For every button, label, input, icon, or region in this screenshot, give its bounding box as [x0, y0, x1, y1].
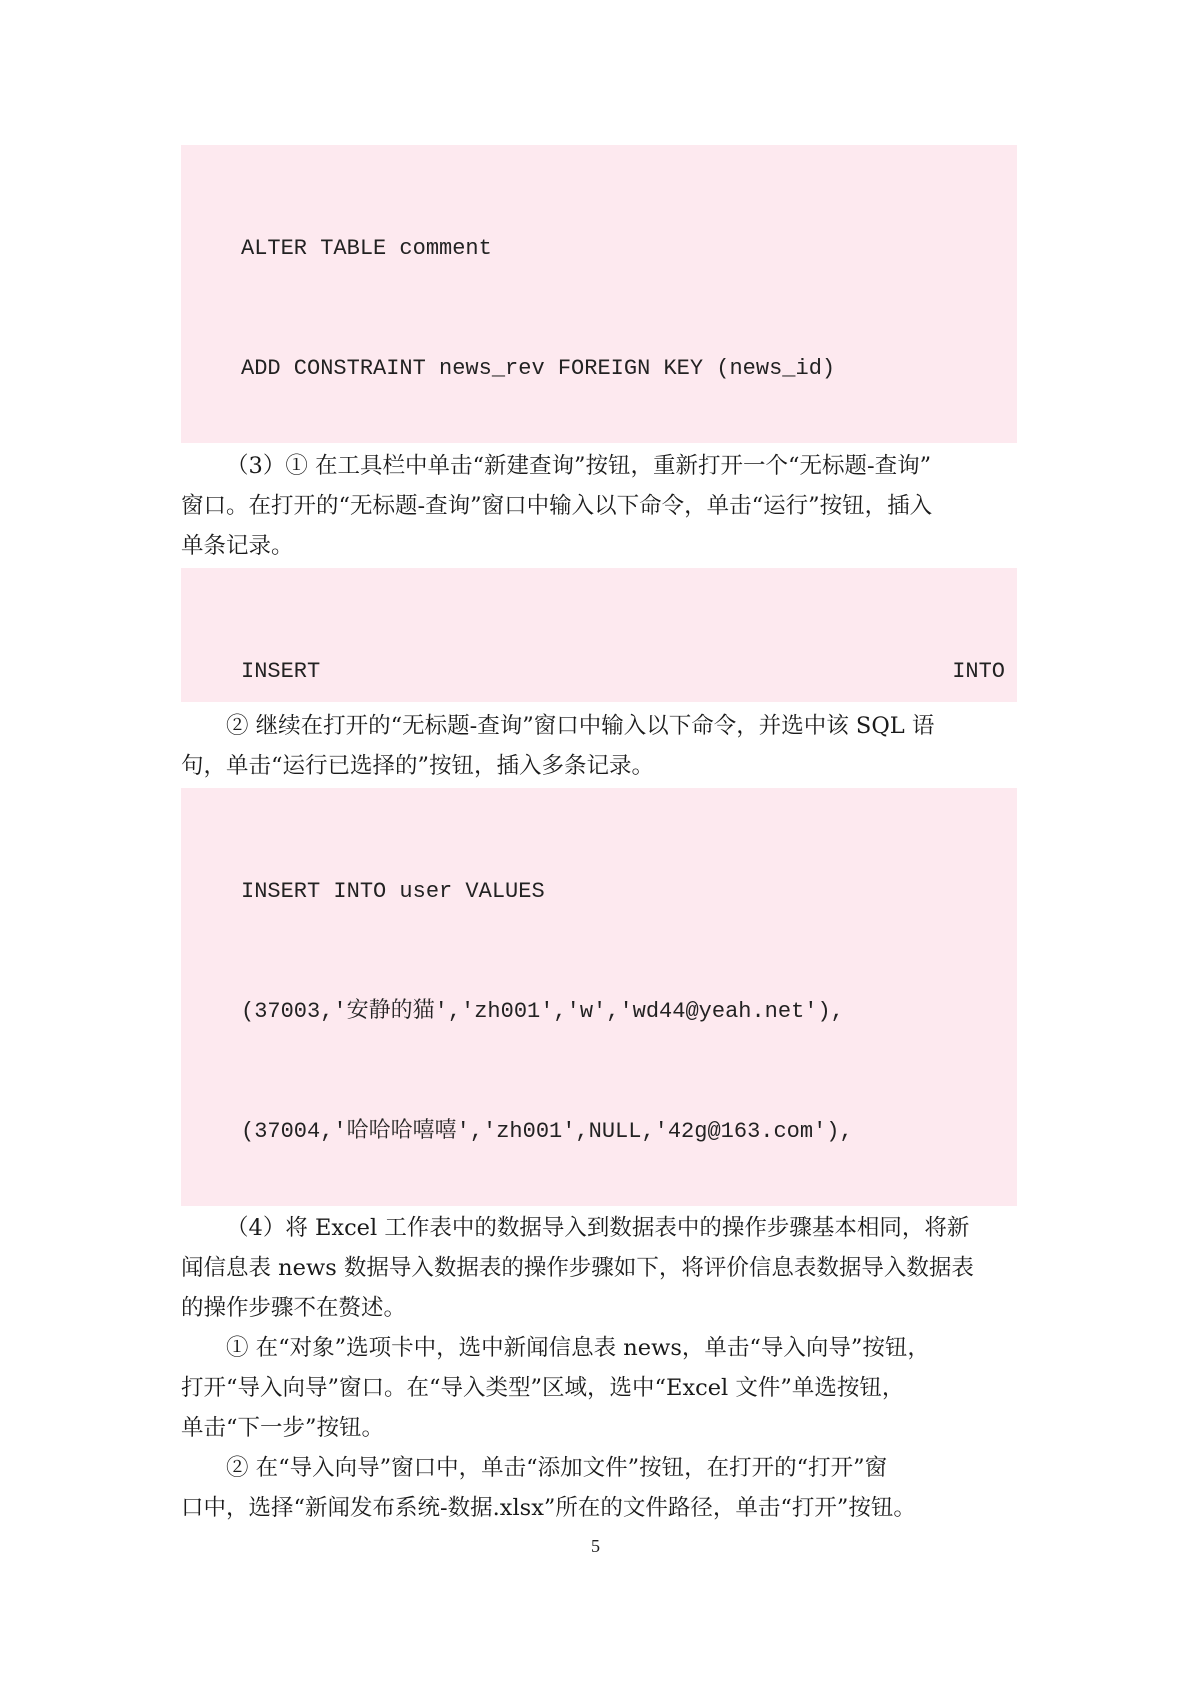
paragraph-step4-1: [181, 1328, 1017, 1448]
code-block-alter-table: [181, 145, 1017, 443]
paragraph-line: 打开“导入向导”窗口。在“导入类型”区域，选中“Excel 文件”单选按钮，: [181, 1375, 905, 1401]
insert-keyword: INSERT: [241, 659, 321, 684]
paragraph-line: 闻信息表 news 数据导入数据表的操作步骤如下，将评价信息表数据导入数据表: [181, 1255, 974, 1281]
paragraph-line: ② 继续在打开的“无标题-查询”窗口中输入以下命令，并选中该 SQL 语: [226, 713, 935, 739]
code-block-insert-multiple: [181, 788, 1017, 1206]
code-block-insert-single: [181, 568, 1017, 702]
paragraph-line: 窗口。在打开的“无标题-查询”窗口中输入以下命令，单击“运行”按钮，插入: [181, 493, 933, 519]
page-number: 5: [591, 1536, 600, 1556]
code-line: (37004,'哈哈哈嘻嘻','zh001',NULL,'42g@163.com'),: [241, 1119, 853, 1144]
paragraph-line: 句，单击“运行已选择的”按钮，插入多条记录。: [181, 753, 655, 779]
paragraph-line: （4）将 Excel 工作表中的数据导入到数据表中的操作步骤基本相同，将新: [226, 1215, 970, 1241]
code-line: [181, 652, 1017, 692]
code-line: INSERT INTO user VALUES: [241, 879, 545, 904]
code-line: (37003,'安静的猫','zh001','w','wd44@yeah.net'),: [241, 999, 844, 1024]
paragraph-step3-2: [181, 706, 1017, 786]
paragraph-step3-1: [181, 446, 1017, 566]
paragraph-line: （3）① 在工具栏中单击“新建查询”按钮，重新打开一个“无标题-查询”: [226, 453, 932, 479]
paragraph-step4-2: [181, 1448, 1017, 1528]
code-line: ALTER TABLE comment: [241, 236, 492, 261]
paragraph-line: ② 在“导入向导”窗口中，单击“添加文件”按钮，在打开的“打开”窗: [226, 1455, 888, 1481]
paragraph-line: ① 在“对象”选项卡中，选中新闻信息表 news，单击“导入向导”按钮，: [226, 1335, 930, 1361]
into-keyword: INTO: [952, 659, 1005, 684]
code-line: ADD CONSTRAINT news_rev FOREIGN KEY (news_id): [241, 356, 836, 381]
paragraph-line: 口中，选择“新闻发布系统-数据.xlsx”所在的文件路径，单击“打开”按钮。: [181, 1495, 916, 1521]
paragraph-line: 的操作步骤不在赘述。: [181, 1295, 407, 1321]
paragraph-line: 单条记录。: [181, 533, 294, 559]
paragraph-step4: [181, 1208, 1017, 1328]
paragraph-line: 单击“下一步”按钮。: [181, 1415, 385, 1441]
